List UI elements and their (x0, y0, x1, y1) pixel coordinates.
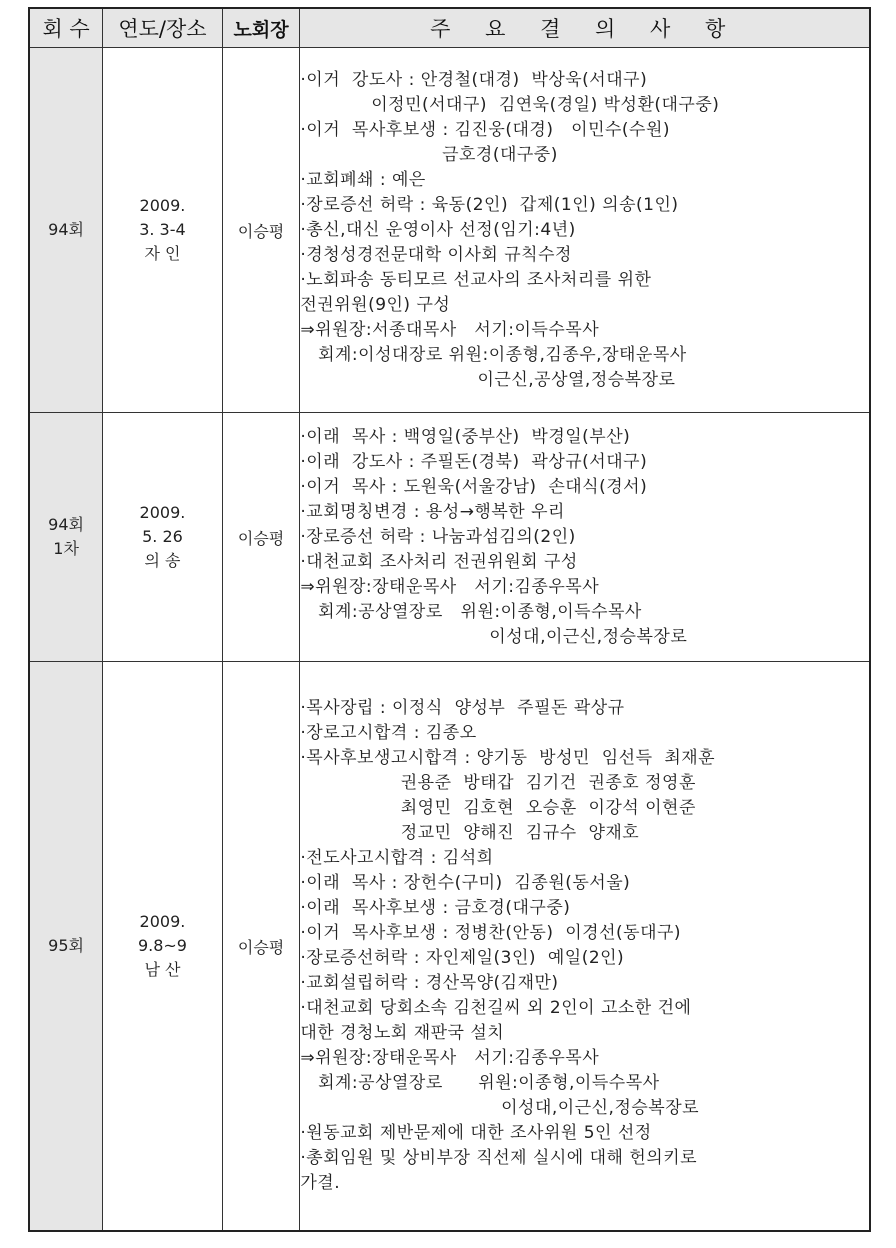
resolutions-cell-line: ⇒위원장:장태운목사 서기:김종우목사 (300, 1048, 600, 1068)
resolutions-cell-line: ·목사장립 : 이정식 양성부 주필돈 곽상규 (300, 698, 625, 718)
resolutions-cell-line: 정교민 양해진 김규수 양재호 (300, 823, 640, 843)
resolutions-cell-line: ·전도사고시합격 : 김석희 (300, 848, 494, 868)
resolutions-cell-line: 회계:공상열장로 위원:이종형,이득수목사 (300, 601, 642, 622)
date-place-cell-line: 3. 3-4 (139, 220, 186, 239)
resolutions-cell-line: ·이래 목사후보생 : 금호경(대구중) (300, 898, 571, 918)
resolutions-cell-line: ·교회명칭변경 : 용성→행복한 우리 (300, 501, 565, 522)
resolutions-cell-line: ·장로증선 허락 : 육동(2인) 갑제(1인) 의송(1인) (300, 194, 679, 215)
date-place-cell (103, 48, 223, 413)
header-moderator: 노회장 (222, 8, 300, 48)
header-resolutions: 주 요 결 의 사 항 (300, 8, 870, 48)
session-cell-line: 1차 (53, 539, 79, 558)
resolutions-cell (300, 48, 870, 413)
moderator-cell: 이승평 (222, 48, 300, 413)
resolutions-cell-line: ·경청성경전문대학 이사회 규칙수정 (300, 244, 572, 265)
resolutions-cell-line: ·이거 목사후보생 : 정병찬(안동) 이경선(동대구) (300, 923, 682, 943)
resolutions-cell (300, 413, 870, 662)
date-place-cell-line: 의 송 (144, 551, 181, 570)
header-date-place: 연도/장소 (103, 8, 223, 48)
resolutions-cell-line: ·장로증선허락 : 자인제일(3인) 예일(2인) (300, 948, 625, 968)
header-session: 회 수 (29, 8, 103, 48)
resolutions-cell-line: ·목사후보생고시합격 : 양기동 방성민 임선득 최재훈 (300, 748, 716, 768)
resolutions-cell-line: ·대천교회 당회소속 김천길씨 외 2인이 고소한 건에 (300, 998, 692, 1018)
resolutions-cell-line: 전권위원(9인) 구성 (300, 294, 451, 315)
assembly-minutes-table (28, 7, 871, 1232)
resolutions-cell-line: 회계:이성대장로 위원:이종형,김종우,장태운목사 (300, 344, 687, 365)
resolutions-cell-line: ·이래 목사 : 장헌수(구미) 김종원(동서울) (300, 873, 631, 893)
moderator-cell: 이승평 (222, 413, 300, 662)
resolutions-cell-line: ·이래 목사 : 백영일(중부산) 박경일(부산) (300, 426, 631, 447)
resolutions-cell-line: ·교회폐쇄 : 예은 (300, 169, 426, 190)
resolutions-cell-line: 금호경(대구중) (300, 144, 558, 165)
resolutions-cell-line: 가결. (300, 1173, 341, 1193)
resolutions-cell-line: ⇒위원장:장태운목사 서기:김종우목사 (300, 576, 600, 597)
resolutions-cell-line: ·이거 목사 : 도원욱(서울강남) 손대식(경서) (300, 476, 648, 497)
resolutions-cell-line: 권용준 방태갑 김기건 권종호 정영훈 (300, 773, 696, 793)
date-place-cell (103, 413, 223, 662)
resolutions-cell-line: 이성대,이근신,정승복장로 (300, 1098, 700, 1118)
resolutions-cell-line: ·이래 강도사 : 주필돈(경북) 곽상규(서대구) (300, 451, 648, 472)
date-place-cell-line: 자 인 (144, 244, 181, 263)
resolutions-cell-line: 이성대,이근신,정승복장로 (300, 626, 688, 647)
resolutions-cell-line: 회계:공상열장로 위원:이종형,이득수목사 (300, 1073, 660, 1093)
resolutions-cell (300, 662, 870, 1232)
resolutions-cell-line: 대한 경청노회 재판국 설치 (300, 1023, 505, 1043)
date-place-cell (103, 662, 223, 1232)
resolutions-cell-line: ·이거 강도사 : 안경철(대경) 박상욱(서대구) (300, 69, 648, 90)
moderator-cell: 이승평 (222, 662, 300, 1232)
resolutions-cell-line: ·장로증선 허락 : 나눔과섬김의(2인) (300, 526, 576, 547)
date-place-cell-line: 2009. (139, 503, 186, 522)
table-header-row (29, 8, 870, 48)
resolutions-cell-line: ·원동교회 제반문제에 대한 조사위원 5인 선정 (300, 1123, 652, 1143)
resolutions-cell-line: ·장로고시합격 : 김종오 (300, 723, 477, 743)
session-cell (29, 413, 103, 662)
session-cell-line: 94회 (48, 515, 84, 534)
resolutions-cell-line: ·총회임원 및 상비부장 직선제 실시에 대해 헌의키로 (300, 1148, 698, 1168)
resolutions-cell-line: ·대천교회 조사처리 전권위원회 구성 (300, 551, 578, 572)
resolutions-cell-line: ·총신,대신 운영이사 선정(임기:4년) (300, 219, 576, 240)
resolutions-cell-line: ·이거 목사후보생 : 김진웅(대경) 이민수(수원) (300, 119, 671, 140)
date-place-cell-line: 9.8~9 (137, 936, 187, 955)
session-cell (29, 48, 103, 413)
session-cell (29, 662, 103, 1232)
table-row (29, 48, 870, 413)
session-cell-line: 94회 (48, 220, 84, 239)
resolutions-cell-line: 이근신,공상열,정승복장로 (300, 369, 676, 390)
date-place-cell-line: 2009. (139, 196, 186, 215)
resolutions-cell-line: 이정민(서대구) 김연욱(경일) 박성환(대구중) (300, 94, 720, 115)
resolutions-cell-line: ⇒위원장:서종대목사 서기:이득수목사 (300, 319, 600, 340)
date-place-cell-line: 남 산 (144, 960, 181, 979)
session-cell-line: 95회 (48, 936, 84, 955)
resolutions-cell-line: ·노회파송 동티모르 선교사의 조사처리를 위한 (300, 269, 652, 290)
resolutions-cell-line: ·교회설립허락 : 경산목양(김재만) (300, 973, 559, 993)
resolutions-cell-line: 최영민 김호현 오승훈 이강석 이현준 (300, 798, 696, 818)
table-row (29, 662, 870, 1232)
date-place-cell-line: 5. 26 (142, 527, 183, 546)
table-row (29, 413, 870, 662)
date-place-cell-line: 2009. (139, 912, 186, 931)
